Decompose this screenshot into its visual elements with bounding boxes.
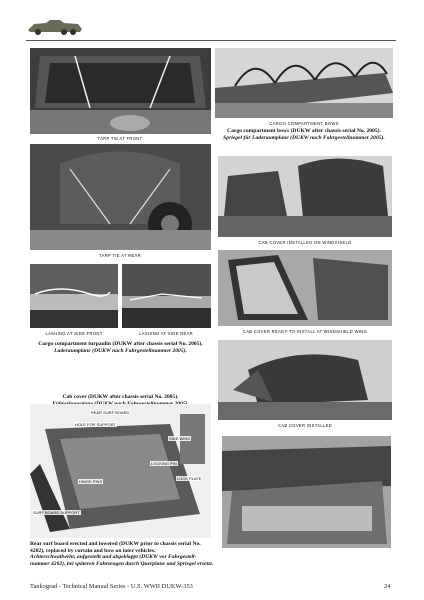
photo-tarp-rear <box>30 144 211 250</box>
page-number: 24 <box>384 583 391 590</box>
overlay-lock-plate: LOCK PLATE <box>177 476 202 481</box>
photo-surf-board <box>30 404 211 538</box>
overlay-locking-pin: LOCKING PIN <box>151 461 177 466</box>
caption-cab-cover-en: Cab cover (DUKW after chassis serial No. 2005). <box>62 394 179 400</box>
header-vehicle-icon <box>26 18 84 36</box>
label-tarp-rear: TARP TIE AT REAR <box>99 253 141 258</box>
caption-bows <box>215 128 393 141</box>
label-cab-cover-windshield: CAB COVER INSTALLED ON WINDSHIELD <box>258 240 352 245</box>
photo-surf-board-lowered <box>222 436 391 548</box>
caption-tarpaulin-en: Cargo compartment turpaulin (DUKW after chassis serial No. 2005). <box>38 341 203 347</box>
caption-surf-board-en-1: Rear surf board erected and lowered (DUKW prior to chassis serial No. <box>30 541 201 547</box>
footer-series: Tankograd - Technical Manual Series - U.S. WWII DUKW-353 <box>30 583 193 590</box>
caption-surf-board-de-1: Achterschwallwehr, aufgestellt und abgeklappt (DUKW vor Fahrgestell- <box>30 554 197 560</box>
caption-surf-board <box>30 541 220 567</box>
overlay-hole-for-support: HOLE FOR SUPPORT <box>75 422 116 427</box>
label-cargo-bows: CARGO COMPARTMENT BOWS <box>269 121 339 126</box>
caption-tarpaulin-de: Laderaumplane (DUKW nach Fahrgestellnummer 2005). <box>54 347 187 354</box>
photo-tarp-front <box>30 48 211 134</box>
label-cab-cover-ready: CAB COVER READY-TO-INSTALL AT WINDSHIELD WING <box>242 329 368 334</box>
overlay-surf-board-support: SURF BOARD SUPPORT <box>33 510 80 515</box>
overlay-side-wing: SIDE WING <box>169 436 191 441</box>
photo-cab-cover-windshield <box>218 156 392 237</box>
photo-cab-cover-ready <box>218 250 392 326</box>
label-cab-cover-installed: CAB COVER INSTALLED <box>277 423 333 428</box>
photo-lashing-rear <box>122 264 211 328</box>
caption-tarpaulin <box>30 341 211 354</box>
caption-bows-de: Spriegel für Laderaumplane (DUKW nach Fahrgestellnummer 2005). <box>223 134 385 141</box>
photo-cab-cover-installed <box>218 340 392 420</box>
caption-surf-board-de-2: nummer 4202), bei späteren Fahrzeugen durch Querplane und Spriegel ersetzt. <box>30 560 214 567</box>
overlay-hinge-pins: HINGE PINS <box>79 479 103 484</box>
label-lashing-front: LASHING AT SIDE FRONT <box>45 331 103 336</box>
label-lashing-rear: LASHING AT SIDE REAR <box>138 331 194 336</box>
caption-bows-en: Cargo compartment bows (DUKW after chassis serial No. 2005). <box>227 128 381 134</box>
photo-lashing-front <box>30 264 118 328</box>
photo-cargo-bows <box>215 48 393 118</box>
overlay-rear-surf-board: REAR SURF BOARD <box>91 410 130 415</box>
caption-surf-board-en-2: 4202), replaced by curtain and bow on later vehicles. <box>30 547 156 554</box>
label-tarp-front: TARP TIE AT FRONT <box>97 136 143 141</box>
header-rule <box>26 40 396 41</box>
